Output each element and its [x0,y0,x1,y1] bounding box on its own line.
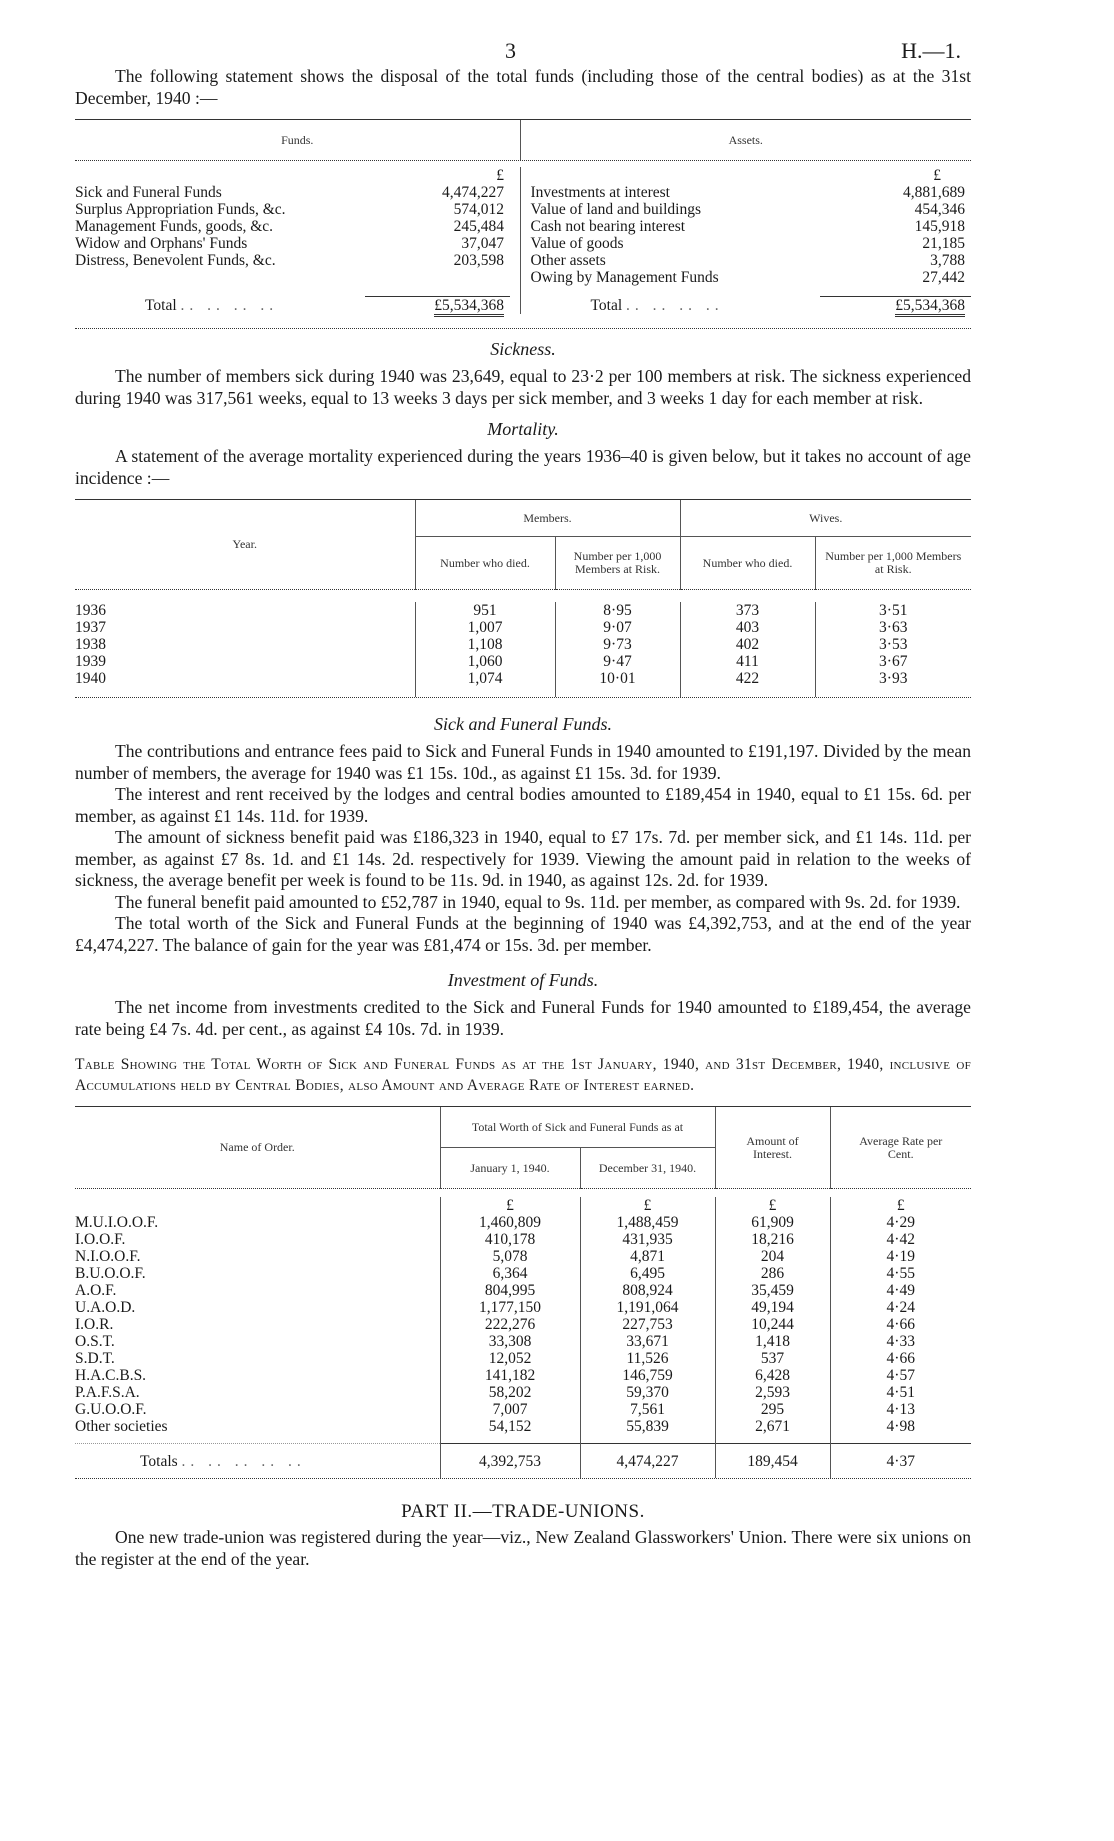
worth-row [75,1367,971,1384]
wives-per-1000-value: 3·67 [815,653,971,670]
interest-amount: 204 [715,1248,830,1265]
wives-died-value: 373 [680,602,815,619]
wives-died-value: 402 [680,636,815,653]
average-rate: 4·98 [830,1418,971,1435]
worth-january: 804,995 [440,1282,580,1299]
asset-label: Cash not bearing interest [530,218,686,235]
interest-amount: 2,593 [715,1384,830,1401]
mortality-year: 1937 [75,619,106,636]
investment-heading: Investment of Funds. [447,970,599,990]
wives-per-1000-value: 3·53 [815,636,971,653]
order-name: U.A.O.D. [75,1299,136,1316]
worth-december: 59,370 [580,1384,715,1401]
fund-label: Management Funds, goods, &c. [75,218,274,235]
worth-totals-label: Totals [140,1452,178,1470]
amount-interest-header: Amount of Interest. [715,1107,830,1189]
amount-currency: £ [715,1197,830,1214]
average-rate: 4·42 [830,1231,971,1248]
fund-value: 4,474,227 [442,184,504,201]
average-rate: 4·19 [830,1248,971,1265]
worth-row [75,1282,971,1299]
interest-amount: 1,418 [715,1333,830,1350]
funds-total-value: £5,534,368 [434,297,504,317]
fund-value: 245,484 [453,218,504,235]
sick-funeral-paragraph: The funeral benefit paid amounted to £52,787 in 1940, equal to 9s. 11d. per member, as compared with 9s. 2d. for 1939. [115,891,961,912]
average-rate: 4·55 [830,1265,971,1282]
sick-funeral-paragraph: The amount of sickness benefit paid was £186,323 in 1940, equal to £7 17s. 7d. per member sick, and £1 14s. 11d. per member, as against £7 8s. 1d. and £1 14s. 2d. respectively for 1939. Viewing the amount paid in relation to the weeks of sickness, the average benefit per week is found to be 11s. 9d. in 1940, as against 12s. 2d. for 1939. [75,827,971,890]
order-name: M.U.I.O.O.F. [75,1214,159,1231]
average-rate: 4·51 [830,1384,971,1401]
december-header: December 31, 1940. [580,1148,715,1189]
wives-per-1000-value: 3·93 [815,670,971,687]
order-name: Other societies [75,1418,168,1435]
order-name: O.S.T. [75,1333,115,1350]
rate-currency: £ [830,1197,971,1214]
funds-assets-table [75,119,971,329]
worth-december: 55,839 [580,1418,715,1435]
worth-january: 222,276 [440,1316,580,1333]
average-rate: 4·66 [830,1350,971,1367]
funds-assets-row [75,269,971,286]
members-died-value: 1,007 [415,619,555,636]
fund-label: Sick and Funeral Funds [75,184,222,201]
average-rate: 4·13 [830,1401,971,1418]
average-rate: 4·66 [830,1316,971,1333]
order-name: B.U.O.O.F. [75,1265,146,1282]
wives-per-1000-value: 3·63 [815,619,971,636]
wives-column-header: Wives. [680,500,971,537]
asset-value: 3,788 [930,252,965,269]
members-per-1000-header: Number per 1,000 Members at Risk. [555,537,680,590]
year-column-header: Year. [232,537,257,551]
interest-amount: 2,671 [715,1418,830,1435]
total-rate: 4·37 [830,1444,971,1479]
funds-column-header: Funds. [75,120,520,160]
worth-january: 58,202 [440,1384,580,1401]
fund-label [75,269,365,286]
asset-value: 145,918 [914,218,965,235]
members-column-header: Members. [415,500,680,537]
mortality-row [75,619,971,636]
funds-currency: £ [496,167,504,184]
funds-assets-row [75,218,971,235]
worth-december: 1,191,064 [580,1299,715,1316]
order-name: N.I.O.O.F. [75,1248,141,1265]
wives-died-value: 411 [680,653,815,670]
wives-per-1000-value: 3·51 [815,602,971,619]
assets-currency: £ [933,167,941,184]
order-name-header: Name of Order. [219,1140,295,1154]
fund-value: 203,598 [453,252,504,269]
worth-january: 141,182 [440,1367,580,1384]
interest-amount: 295 [715,1401,830,1418]
interest-amount: 61,909 [715,1214,830,1231]
average-rate: 4·49 [830,1282,971,1299]
interest-amount: 6,428 [715,1367,830,1384]
interest-amount: 35,459 [715,1282,830,1299]
mortality-heading: Mortality. [487,419,559,439]
january-header: January 1, 1940. [440,1148,580,1189]
dec-currency: £ [580,1197,715,1214]
sickness-heading: Sickness. [490,339,556,359]
fund-value: 37,047 [461,235,504,252]
funds-assets-row [75,201,971,218]
average-rate: 4·33 [830,1333,971,1350]
part-two-paragraph: One new trade-union was registered during the year—viz., New Zealand Glassworkers' Union. There were six unions on the register at the end of the year. [75,1527,971,1569]
asset-label: Investments at interest [530,184,670,201]
fund-value: 574,012 [453,201,504,218]
worth-january: 33,308 [440,1333,580,1350]
asset-label: Owing by Management Funds [530,269,719,286]
worth-totals-row: Totals .. .. .. .. .. [75,1444,440,1479]
worth-december: 6,495 [580,1265,715,1282]
mortality-paragraph: A statement of the average mortality experienced during the years 1936–40 is given below, but it takes no account of age incidence :— [75,446,971,488]
worth-row [75,1265,971,1282]
worth-row [75,1418,971,1435]
worth-december: 227,753 [580,1316,715,1333]
average-rate: 4·24 [830,1299,971,1316]
document-page [75,30,971,1570]
worth-row [75,1316,971,1333]
worth-december: 33,671 [580,1333,715,1350]
asset-value: 27,442 [922,269,965,286]
worth-row [75,1350,971,1367]
order-name: G.U.O.O.F. [75,1401,147,1418]
mortality-year: 1939 [75,653,106,670]
worth-row [75,1231,971,1248]
order-name: H.A.C.B.S. [75,1367,147,1384]
worth-december: 1,488,459 [580,1214,715,1231]
investment-paragraph: The net income from investments credited to the Sick and Funeral Funds for 1940 amounted to £189,454, the average rate being £4 7s. 4d. per cent., as against £4 10s. 7d. in 1939. [75,997,971,1039]
funds-total-row: Total .. .. .. .. [145,296,279,314]
funds-assets-row [75,184,971,201]
mortality-year: 1940 [75,670,106,687]
worth-december: 146,759 [580,1367,715,1384]
worth-january: 1,177,150 [440,1299,580,1316]
asset-label: Other assets [530,252,606,269]
worth-december: 7,561 [580,1401,715,1418]
wives-died-header: Number who died. [680,537,815,590]
worth-row [75,1248,971,1265]
worth-december: 11,526 [580,1350,715,1367]
funds-assets-row [75,235,971,252]
worth-january: 54,152 [440,1418,580,1435]
fund-label: Distress, Benevolent Funds, &c. [75,252,276,269]
worth-january: 12,052 [440,1350,580,1367]
asset-label: Value of goods [530,235,624,252]
members-per-1000-value: 8·95 [555,602,680,619]
wives-died-value: 403 [680,619,815,636]
worth-january: 7,007 [440,1401,580,1418]
assets-total-row: Total .. .. .. .. [590,296,724,314]
members-per-1000-value: 9·47 [555,653,680,670]
wives-died-value: 422 [680,670,815,687]
interest-amount: 286 [715,1265,830,1282]
worth-row [75,1333,971,1350]
order-name: I.O.R. [75,1316,114,1333]
worth-december: 4,871 [580,1248,715,1265]
funds-assets-row [75,252,971,269]
members-per-1000-value: 10·01 [555,670,680,687]
interest-amount: 537 [715,1350,830,1367]
sick-funeral-paragraph: The interest and rent received by the lodges and central bodies amounted to £189,454 in 1940, equal to £1 15s. 6d. per member, as against £1 14s. 11d. for 1939. [75,784,971,826]
worth-january: 1,460,809 [440,1214,580,1231]
funds-total-label: Total [145,296,177,314]
assets-column-header: Assets. [728,132,763,147]
worth-january: 6,364 [440,1265,580,1282]
order-name: P.A.F.S.A. [75,1384,140,1401]
worth-row [75,1401,971,1418]
worth-december: 431,935 [580,1231,715,1248]
worth-table [75,1106,971,1479]
members-died-value: 1,108 [415,636,555,653]
mortality-row [75,653,971,670]
worth-row [75,1299,971,1316]
worth-table-caption: Table Showing the Total Worth of Sick and Funeral Funds as at the 1st January, 1940, and 31st December, 1940, inclusive of Accumulations held by Central Bodies, also Amount and Average Rate of Interest earned. [75,1056,971,1094]
intro-paragraph: The following statement shows the disposal of the total funds (including those of the central bodies) as at the 31st December, 1940 :— [75,66,971,108]
worth-december: 808,924 [580,1282,715,1299]
mortality-year: 1936 [75,602,106,619]
members-per-1000-value: 9·07 [555,619,680,636]
fund-value [365,269,510,286]
page-header [75,30,971,66]
document-code: H.—1. [901,38,961,63]
order-name: A.O.F. [75,1282,117,1299]
average-rate-header: Average Rate per Cent. [830,1107,971,1189]
worth-row [75,1384,971,1401]
asset-value: 4,881,689 [903,184,965,201]
mortality-row [75,670,971,687]
total-jan: 4,392,753 [440,1444,580,1479]
fund-label: Surplus Appropriation Funds, &c. [75,201,286,218]
wives-per-1000-header: Number per 1,000 Members at Risk. [815,537,971,590]
order-name: I.O.O.F. [75,1231,126,1248]
total-amount: 189,454 [715,1444,830,1479]
fund-label: Widow and Orphans' Funds [75,235,248,252]
mortality-table [75,499,971,698]
sick-funeral-paragraphs [75,741,971,956]
members-died-value: 1,074 [415,670,555,687]
average-rate: 4·57 [830,1367,971,1384]
total-dec: 4,474,227 [580,1444,715,1479]
mortality-year: 1938 [75,636,106,653]
jan-currency: £ [440,1197,580,1214]
worth-january: 5,078 [440,1248,580,1265]
order-name: S.D.T. [75,1350,115,1367]
members-died-value: 951 [415,602,555,619]
page-number: 3 [505,38,516,63]
average-rate: 4·29 [830,1214,971,1231]
sick-funeral-heading: Sick and Funeral Funds. [434,714,612,734]
sick-funeral-paragraph: The total worth of the Sick and Funeral Funds at the beginning of 1940 was £4,392,753, and at the end of the year £4,474,227. The balance of gain for the year was £81,474 or 15s. 3d. per member. [75,913,971,955]
interest-amount: 18,216 [715,1231,830,1248]
total-worth-header: Total Worth of Sick and Funeral Funds as at [440,1107,715,1148]
worth-january: 410,178 [440,1231,580,1248]
worth-row [75,1214,971,1231]
assets-total-value: £5,534,368 [895,297,965,317]
mortality-row [75,602,971,619]
asset-label: Value of land and buildings [530,201,701,218]
members-died-value: 1,060 [415,653,555,670]
interest-amount: 10,244 [715,1316,830,1333]
sickness-paragraph: The number of members sick during 1940 was 23,649, equal to 23·2 per 100 members at risk. The sickness experienced during 1940 was 317,561 weeks, equal to 13 weeks 3 days per sick member, and 3 weeks 1 day for each member at risk. [75,366,971,408]
sick-funeral-paragraph: The contributions and entrance fees paid to Sick and Funeral Funds in 1940 amounted to £191,197. Divided by the mean number of members, the average for 1940 was £1 15s. 10d., as against £1 15s. 3d. for 1939. [75,741,971,783]
members-died-header: Number who died. [415,537,555,590]
asset-value: 21,185 [922,235,965,252]
asset-value: 454,346 [914,201,965,218]
interest-amount: 49,194 [715,1299,830,1316]
assets-total-label: Total [590,296,623,314]
members-per-1000-value: 9·73 [555,636,680,653]
mortality-row [75,636,971,653]
part-two-heading: PART II.—TRADE-UNIONS. [401,1501,645,1522]
